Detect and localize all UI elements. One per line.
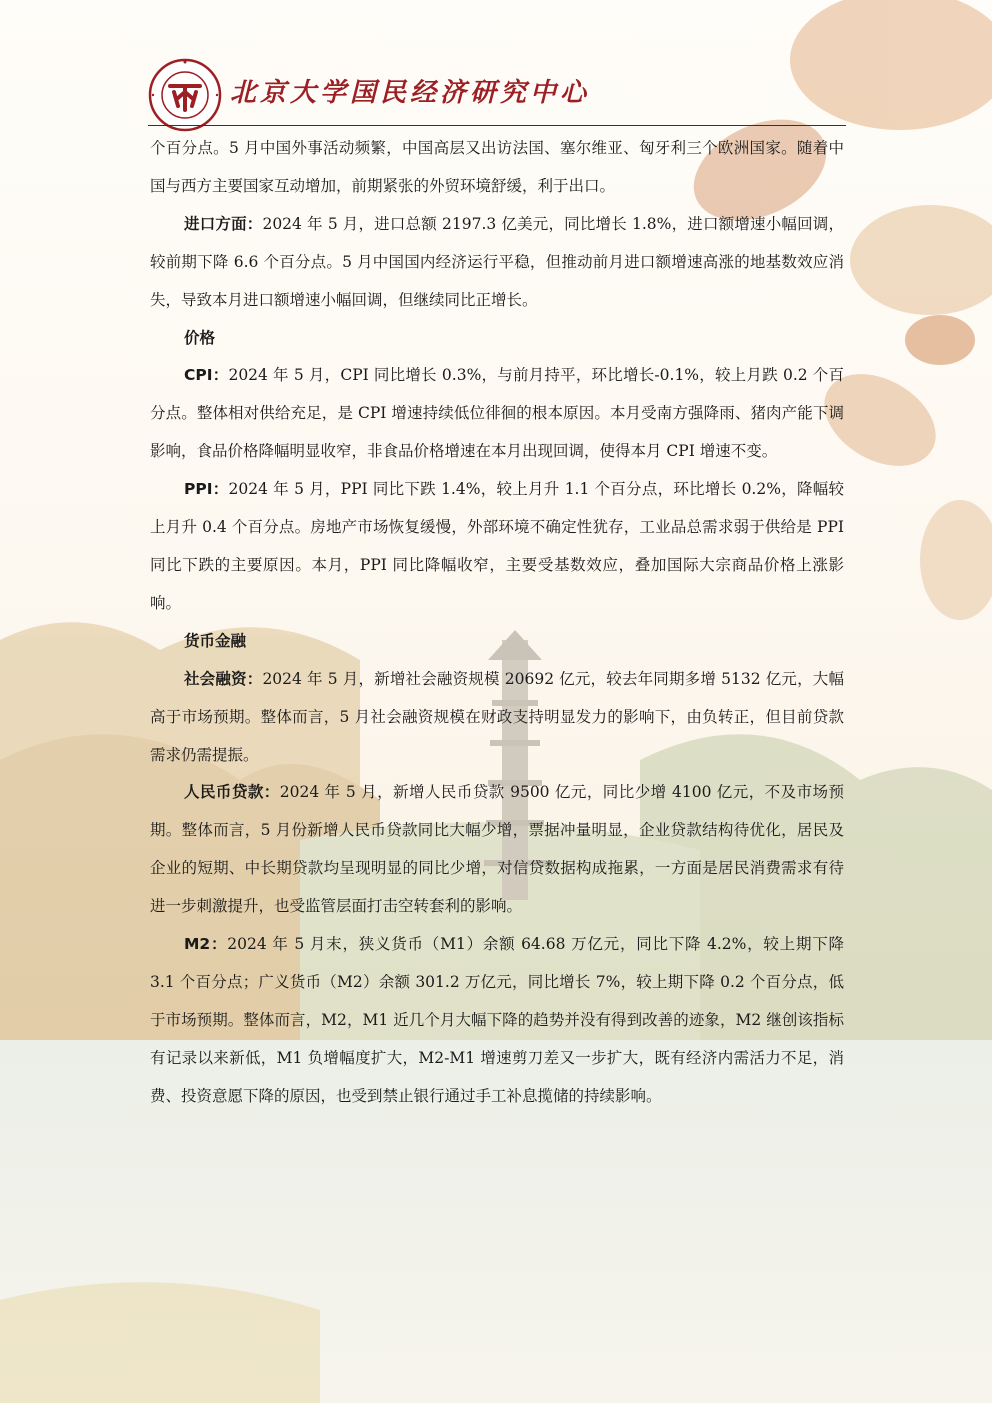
paragraph-import (150, 206, 844, 320)
cpi-lead: CPI： (184, 366, 229, 385)
section-heading-price: 价格 (184, 328, 216, 347)
paragraph-ppi (150, 471, 844, 623)
paragraph-export-cont: 个百分点。5 月中国外事活动频繁，中国高层又出访法国、塞尔维亚、匈牙利三个欧洲国家。随着中国与西方主要国家互动增加，前期紧张的外贸环境舒缓，利于出口。 (150, 139, 844, 195)
ppi-text: 2024 年 5 月，PPI 同比下跌 1.4%，较上月升 1.1 个百分点，环比增长 0.2%，降幅较上月升 0.4 个百分点。房地产市场恢复缓慢，外部环境不确定性犹存，工业品总需求弱于供给是 PPI 同比下跌的主要原因。本月，PPI 同比降幅收窄，主要受基数效应，叠加国际大宗商品价格上涨影响。 (150, 480, 844, 612)
cpi-text: 2024 年 5 月，CPI 同比增长 0.3%，与前月持平，环比增长-0.1%，较上月跌 0.2 个百分点。整体相对供给充足，是 CPI 增速持续低位徘徊的根本原因。本月受南方强降雨、猪肉产能下调影响，食品价格降幅明显收窄，非食品价格增速在本月出现回调，使得本月 CPI 增速不变。 (150, 366, 844, 461)
m2-lead: M2： (184, 935, 228, 954)
paragraph-rmb-loans (150, 774, 844, 926)
header-divider (148, 125, 846, 126)
paragraph-m2 (150, 926, 844, 1116)
organization-name: 北京大学国民经济研究中心 (230, 78, 591, 108)
m2-text: 2024 年 5 月末，狭义货币（M1）余额 64.68 万亿元，同比下降 4.2%，较上期下降 3.1 个百分点；广义货币（M2）余额 301.2 万亿元，同比增长 7%，较上期下降 0.2 个百分点，低于市场预期。整体而言，M2，M1 近几个月大幅下降的趋势并没有得到改善的迹象，M2 继创该指标有记录以来新低，M1 负增幅度扩大，M2-M1 增速剪刀差又一步扩大，既有经济内需活力不足，消费、投资意愿下降的原因，也受到禁止银行通过手工补息揽储的持续影响。 (150, 935, 844, 1105)
report-body (150, 130, 844, 1116)
paragraph-cpi (150, 357, 844, 471)
section-heading-money: 货币金融 (184, 631, 247, 650)
rmb-loans-text: 2024 年 5 月，新增人民币贷款 9500 亿元，同比少增 4100 亿元，不及市场预期。整体而言，5 月份新增人民币贷款同比大幅少增，票据冲量明显，企业贷款结构待优化，居民及企业的短期、中长期贷款均呈现明显的同比少增，对信贷数据构成拖累，一方面是居民消费需求有待进一步刺激提升，也受监管层面打击空转套利的影响。 (150, 783, 844, 916)
import-lead: 进口方面： (184, 214, 263, 233)
ppi-lead: PPI： (184, 480, 229, 499)
social-financing-lead: 社会融资： (184, 669, 263, 688)
import-text: 2024 年 5 月，进口总额 2197.3 亿美元，同比增长 1.8%，进口额增速小幅回调，较前期下降 6.6 个百分点。5 月中国国内经济运行平稳，但推动前月进口额增速高涨的地基数效应消失，导致本月进口额增速小幅回调，但继续同比正增长。 (150, 214, 844, 309)
rmb-loans-lead: 人民币贷款： (184, 783, 280, 802)
paragraph-social-financing (150, 661, 844, 775)
peking-university-logo (148, 58, 222, 132)
social-financing-text: 2024 年 5 月，新增社会融资规模 20692 亿元，较去年同期多增 5132 亿元，大幅高于市场预期。整体而言，5 月社会融资规模在财政支持明显发力的影响下，由负转正，但目前贷款需求仍需提振。 (150, 669, 844, 764)
